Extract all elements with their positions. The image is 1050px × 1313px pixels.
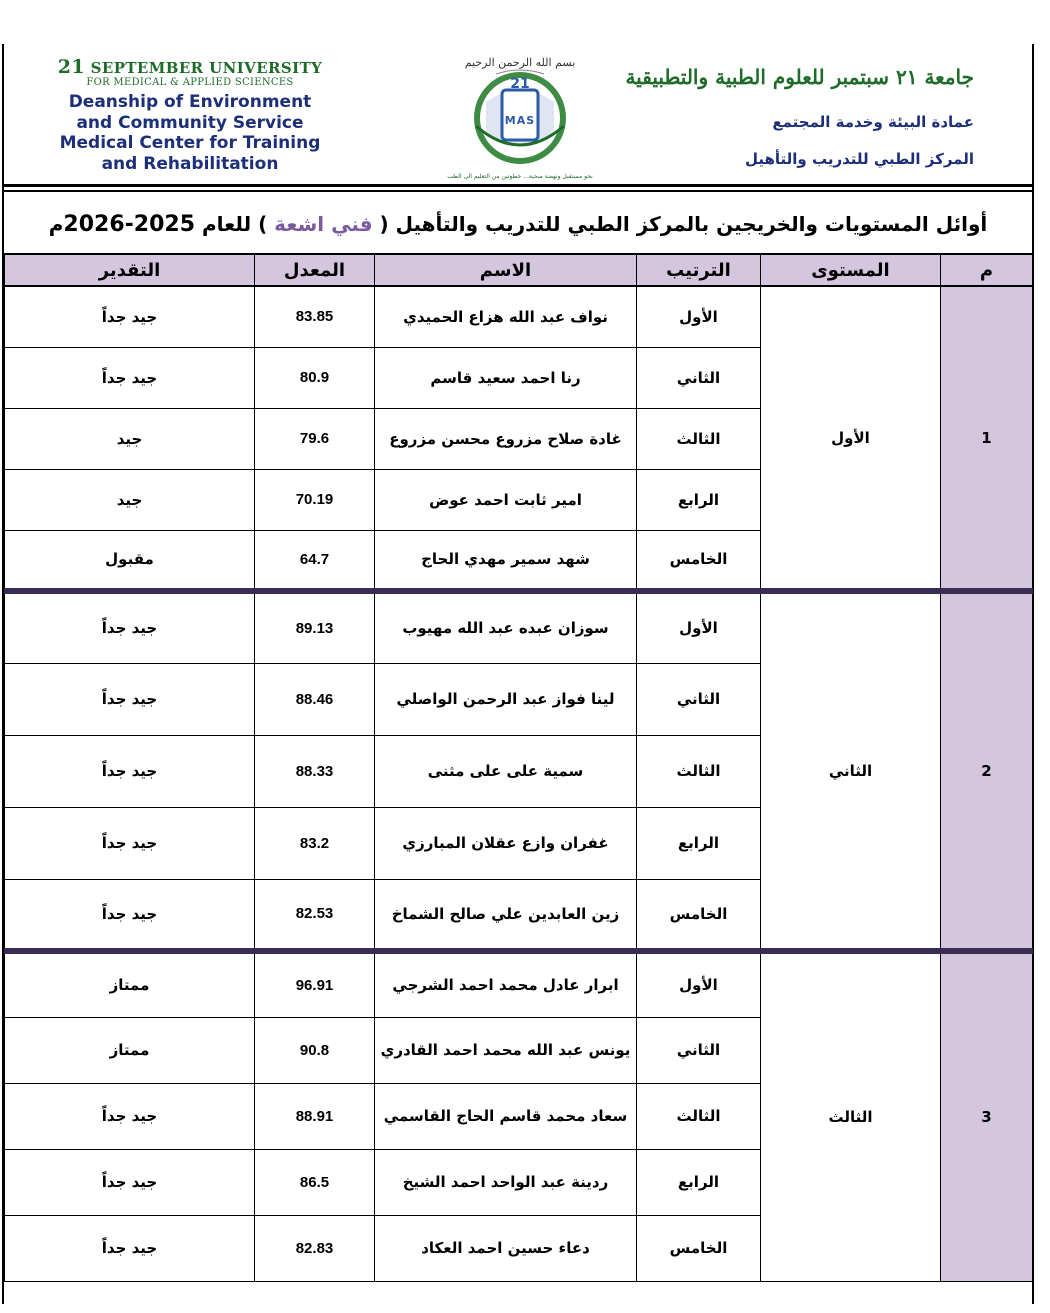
- table-header-row: [5, 254, 1033, 286]
- grade-cell: جيد جداً: [5, 807, 255, 879]
- student-name: زين العابدين علي صالح الشماخ: [375, 879, 637, 951]
- grade-cell: جيد جداً: [5, 591, 255, 663]
- grade-cell: جيد جداً: [5, 347, 255, 408]
- top-students-table: [4, 253, 1033, 1282]
- ar-medical-center: المركز الطبي للتدريب والتأهيل: [744, 150, 974, 168]
- average-cell: 89.13: [255, 591, 375, 663]
- en-department: Deanship of Environment and Community Service Medical Center for Training and Rehabilitation: [59, 92, 321, 174]
- grade-cell: ممتاز: [5, 1017, 255, 1083]
- table-row: [5, 591, 1033, 663]
- page-title: أوائل المستويات والخريجين بالمركز الطبي للتدريب والتأهيل ( فني اشعة ) للعام 2025-2026م: [48, 212, 988, 237]
- rank-cell: الأول: [637, 286, 761, 347]
- grade-cell: جيد جداً: [5, 663, 255, 735]
- rank-cell: الرابع: [637, 1149, 761, 1215]
- header-name: الاسم: [375, 254, 637, 286]
- english-letterhead: [40, 58, 340, 174]
- rank-cell: الأول: [637, 591, 761, 663]
- table-row: [5, 286, 1033, 347]
- student-name: امير ثابت احمد عوض: [375, 469, 637, 530]
- rank-cell: الثالث: [637, 735, 761, 807]
- academic-year: 2025-2026: [63, 212, 196, 237]
- en-university-subtitle: FOR MEDICAL & APPLIED SCIENCES: [86, 77, 294, 88]
- student-name: ابرار عادل محمد احمد الشرجي: [375, 951, 637, 1017]
- average-cell: 80.9: [255, 347, 375, 408]
- average-cell: 88.46: [255, 663, 375, 735]
- en-university-name: 21 SEPTEMBER UNIVERSITY: [57, 56, 323, 78]
- student-name: يونس عبد الله محمد احمد القادري: [375, 1017, 637, 1083]
- student-name: غادة صلاح مزروع محسن مزروع: [375, 408, 637, 469]
- average-cell: 64.7: [255, 530, 375, 591]
- letterhead: [4, 44, 1032, 187]
- header-rule-thin: [4, 190, 1032, 192]
- grade-cell: جيد جداً: [5, 1083, 255, 1149]
- rank-cell: الرابع: [637, 469, 761, 530]
- average-cell: 82.53: [255, 879, 375, 951]
- rank-cell: الرابع: [637, 807, 761, 879]
- logo-letters: MAS: [504, 114, 536, 127]
- group-number: 1: [941, 286, 1033, 591]
- average-cell: 83.2: [255, 807, 375, 879]
- ar-deanship: عمادة البيئة وخدمة المجتمع: [772, 113, 974, 131]
- rank-cell: الخامس: [637, 1215, 761, 1281]
- average-cell: 90.8: [255, 1017, 375, 1083]
- grade-cell: جيد جداً: [5, 1149, 255, 1215]
- level-cell: الأول: [761, 286, 941, 591]
- level-cell: الثالث: [761, 951, 941, 1281]
- header-rank: الترتيب: [637, 254, 761, 286]
- grade-cell: جيد: [5, 408, 255, 469]
- student-name: سعاد محمد قاسم الحاج القاسمي: [375, 1083, 637, 1149]
- group-number: 3: [941, 951, 1033, 1281]
- rank-cell: الثالث: [637, 1083, 761, 1149]
- grade-cell: جيد جداً: [5, 735, 255, 807]
- student-name: دعاء حسين احمد العكاد: [375, 1215, 637, 1281]
- logo-number: 21: [510, 76, 530, 92]
- rank-cell: الثاني: [637, 347, 761, 408]
- average-cell: 79.6: [255, 408, 375, 469]
- arabic-letterhead: [614, 58, 974, 169]
- average-cell: 88.33: [255, 735, 375, 807]
- table-row: [5, 951, 1033, 1017]
- rank-cell: الثاني: [637, 1017, 761, 1083]
- document-page: [2, 44, 1034, 1304]
- rank-cell: الخامس: [637, 879, 761, 951]
- logo-motto: نحو مستقبل ونهضة صحية... خطوتين من التعليم الى الطب: [447, 173, 593, 180]
- grade-cell: جيد: [5, 469, 255, 530]
- student-name: سوزان عبده عبد الله مهيوب: [375, 591, 637, 663]
- average-cell: 70.19: [255, 469, 375, 530]
- level-cell: الثاني: [761, 591, 941, 951]
- ar-university-name: جامعة ٢١ سبتمبر للعلوم الطبية والتطبيقية: [625, 65, 974, 89]
- student-name: سمية على على مثنى: [375, 735, 637, 807]
- header-rule: [4, 184, 1032, 187]
- header-grade: التقدير: [5, 254, 255, 286]
- student-name: ردينة عبد الواحد احمد الشيخ: [375, 1149, 637, 1215]
- rank-cell: الأول: [637, 951, 761, 1017]
- group-number: 2: [941, 591, 1033, 951]
- average-cell: 83.85: [255, 286, 375, 347]
- student-name: نواف عبد الله هزاع الحميدي: [375, 286, 637, 347]
- average-cell: 88.91: [255, 1083, 375, 1149]
- average-cell: 86.5: [255, 1149, 375, 1215]
- rank-cell: الثالث: [637, 408, 761, 469]
- specialty-label: فني اشعة: [267, 212, 380, 236]
- grade-cell: ممتاز: [5, 951, 255, 1017]
- grade-cell: جيد جداً: [5, 286, 255, 347]
- student-name: غفران وازع عقلان المبارزي: [375, 807, 637, 879]
- university-logo: [447, 52, 593, 182]
- basmala-text: بسم الله الرحمن الرحيم: [464, 56, 576, 69]
- student-name: رنا احمد سعيد قاسم: [375, 347, 637, 408]
- grade-cell: جيد جداً: [5, 1215, 255, 1281]
- student-name: لينا فواز عبد الرحمن الواصلي: [375, 663, 637, 735]
- rank-cell: الخامس: [637, 530, 761, 591]
- grade-cell: مقبول: [5, 530, 255, 591]
- average-cell: 96.91: [255, 951, 375, 1017]
- grade-cell: جيد جداً: [5, 879, 255, 951]
- header-level: المستوى: [761, 254, 941, 286]
- average-cell: 82.83: [255, 1215, 375, 1281]
- header-average: المعدل: [255, 254, 375, 286]
- header-num: م: [941, 254, 1033, 286]
- student-name: شهد سمير مهدي الحاج: [375, 530, 637, 591]
- rank-cell: الثاني: [637, 663, 761, 735]
